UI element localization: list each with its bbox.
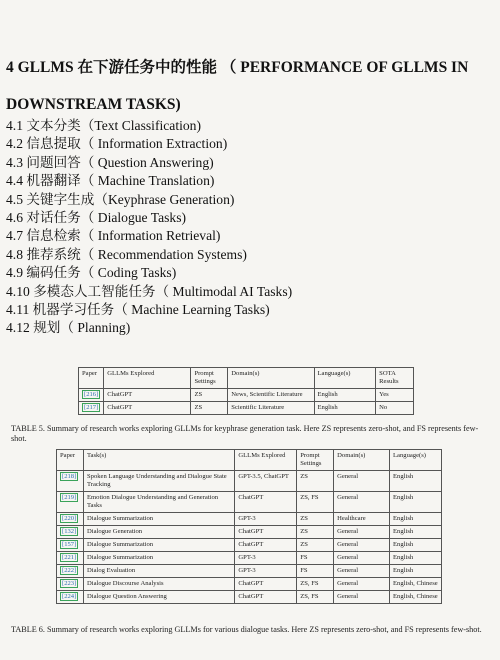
subsection-item: 4.12 规划（ Planning) bbox=[6, 320, 131, 336]
column-header: GLLMs Explored bbox=[235, 450, 297, 471]
subsection-item: 4.6 对话任务（ Dialogue Tasks) bbox=[6, 209, 187, 225]
table-cell: Spoken Language Understanding and Dialogue State Tracking bbox=[83, 471, 234, 492]
subsection-item: 4.7 信息检索（ Information Retrieval) bbox=[6, 228, 221, 244]
table-cell: English bbox=[390, 539, 442, 552]
table-cell bbox=[57, 565, 84, 578]
table-cell: ZS bbox=[297, 539, 334, 552]
table-cell: GPT-3 bbox=[235, 565, 297, 578]
section-heading-line-1: 4 GLLMS 在下游任务中的性能 （ PERFORMANCE OF GLLMS IN bbox=[6, 59, 469, 76]
table-cell: ZS, FS bbox=[297, 591, 334, 604]
table-5 bbox=[78, 367, 414, 415]
table-cell: English bbox=[390, 526, 442, 539]
table-cell: ZS bbox=[297, 513, 334, 526]
table-cell: ChatGPT bbox=[235, 578, 297, 591]
table-cell bbox=[57, 591, 84, 604]
column-header: Task(s) bbox=[83, 450, 234, 471]
table-cell: ChatGPT bbox=[235, 526, 297, 539]
table-cell: Dialogue Question Answering bbox=[83, 591, 234, 604]
citation-link[interactable]: [219] bbox=[62, 494, 77, 501]
table-cell bbox=[57, 526, 84, 539]
table-cell bbox=[57, 492, 84, 513]
table-cell: English bbox=[390, 471, 442, 492]
column-header: Domain(s) bbox=[228, 368, 314, 389]
citation-link[interactable]: [220] bbox=[62, 515, 77, 522]
table-cell: FS bbox=[297, 552, 334, 565]
table-6-caption: TABLE 6. Summary of research works exploring GLLMs for various dialogue tasks. Here ZS represents zero-shot, and FS represents few-shot. bbox=[11, 625, 482, 634]
section-heading-line-2: DOWNSTREAM TASKS) bbox=[6, 96, 181, 113]
column-header: Paper bbox=[79, 368, 104, 389]
column-header: Domain(s) bbox=[334, 450, 390, 471]
table-cell: Dialogue Summarization bbox=[83, 552, 234, 565]
table-cell: General bbox=[334, 539, 390, 552]
table-row bbox=[57, 565, 442, 578]
table-cell: Dialogue Generation bbox=[83, 526, 234, 539]
table-cell: General bbox=[334, 471, 390, 492]
table-cell bbox=[57, 552, 84, 565]
section-heading bbox=[6, 49, 498, 123]
table-cell: ZS, FS bbox=[297, 578, 334, 591]
subsection-list bbox=[6, 117, 292, 338]
column-header: Paper bbox=[57, 450, 84, 471]
table-cell: Dialogue Summarization bbox=[83, 513, 234, 526]
table-5-caption: TABLE 5. Summary of research works exploring GLLMs for keyphrase generation task. Here ZS represents zero-shot, and FS represents few-shot. bbox=[11, 424, 479, 443]
table-cell: General bbox=[334, 565, 390, 578]
table-cell: Yes bbox=[376, 389, 414, 402]
citation-link[interactable]: [157] bbox=[62, 541, 77, 548]
table-cell: General bbox=[334, 526, 390, 539]
table-6 bbox=[56, 449, 442, 604]
subsection-item: 4.9 编码任务（ Coding Tasks) bbox=[6, 265, 177, 281]
table-cell: English, Chinese bbox=[390, 578, 442, 591]
citation-link[interactable]: [224] bbox=[62, 593, 77, 600]
table-row bbox=[57, 552, 442, 565]
table-cell: General bbox=[334, 552, 390, 565]
table-cell bbox=[57, 539, 84, 552]
table-cell: No bbox=[376, 402, 414, 415]
table-cell: Healthcare bbox=[334, 513, 390, 526]
table-cell: ChatGPT bbox=[235, 591, 297, 604]
table-cell: General bbox=[334, 492, 390, 513]
column-header: Language(s) bbox=[314, 368, 376, 389]
column-header: Prompt Settings bbox=[191, 368, 228, 389]
table-cell: GPT-3.5, ChatGPT bbox=[235, 471, 297, 492]
citation-link[interactable]: [132] bbox=[62, 528, 77, 535]
table-row bbox=[57, 591, 442, 604]
citation-link[interactable]: [221] bbox=[62, 554, 77, 561]
citation-link[interactable]: [216] bbox=[84, 391, 99, 398]
citation-link[interactable]: [217] bbox=[84, 404, 99, 411]
table-cell bbox=[79, 402, 104, 415]
table-row bbox=[79, 402, 414, 415]
table-cell: English bbox=[390, 552, 442, 565]
subsection-item: 4.8 推荐系统（ Recommendation Systems) bbox=[6, 246, 247, 262]
table-cell: Dialog Evaluation bbox=[83, 565, 234, 578]
table-cell: GPT-3 bbox=[235, 552, 297, 565]
table-cell: ZS, FS bbox=[297, 492, 334, 513]
table-cell: General bbox=[334, 578, 390, 591]
subsection-item: 4.10 多模态人工智能任务（ Multimodal AI Tasks) bbox=[6, 283, 293, 299]
table-cell: English bbox=[390, 565, 442, 578]
table-cell: News, Scientific Literature bbox=[228, 389, 314, 402]
table-row bbox=[79, 389, 414, 402]
table-cell: English bbox=[390, 513, 442, 526]
table-cell bbox=[57, 513, 84, 526]
table-cell: English bbox=[390, 492, 442, 513]
table-cell: Emotion Dialogue Understanding and Generation Tasks bbox=[83, 492, 234, 513]
table-cell: GPT-3 bbox=[235, 513, 297, 526]
column-header: Language(s) bbox=[390, 450, 442, 471]
table-row bbox=[57, 471, 442, 492]
table-cell: English, Chinese bbox=[390, 591, 442, 604]
citation-link[interactable]: [223] bbox=[62, 580, 77, 587]
table-cell bbox=[57, 578, 84, 591]
subsection-item: 4.2 信息提取（ Information Extraction) bbox=[6, 136, 228, 152]
subsection-item: 4.11 机器学习任务（ Machine Learning Tasks) bbox=[6, 301, 270, 317]
table-cell: English bbox=[314, 389, 376, 402]
subsection-item: 4.5 关键字生成（Keyphrase Generation) bbox=[6, 191, 235, 207]
table-row bbox=[57, 578, 442, 591]
table-cell: ZS bbox=[297, 526, 334, 539]
table-row bbox=[57, 492, 442, 513]
table-cell: Scientific Literature bbox=[228, 402, 314, 415]
subsection-item: 4.4 机器翻译（ Machine Translation) bbox=[6, 173, 215, 189]
subsection-item: 4.3 问题回答（ Question Answering) bbox=[6, 154, 214, 170]
table-cell: FS bbox=[297, 565, 334, 578]
table-cell: General bbox=[334, 591, 390, 604]
table-cell bbox=[57, 471, 84, 492]
table-cell: Dialogue Summarization bbox=[83, 539, 234, 552]
table-cell: English bbox=[314, 402, 376, 415]
citation-link[interactable]: [218] bbox=[62, 473, 77, 480]
table-cell: ChatGPT bbox=[104, 389, 191, 402]
table-row bbox=[57, 539, 442, 552]
citation-link[interactable]: [222] bbox=[62, 567, 77, 574]
table-cell: ChatGPT bbox=[104, 402, 191, 415]
table-cell: ZS bbox=[191, 389, 228, 402]
subsection-item: 4.1 文本分类（Text Classification) bbox=[6, 118, 201, 133]
column-header: SOTA Results bbox=[376, 368, 414, 389]
table-cell: Dialogue Discourse Analysis bbox=[83, 578, 234, 591]
table-cell: ChatGPT bbox=[235, 492, 297, 513]
table-header-row bbox=[79, 368, 414, 389]
table-row bbox=[57, 526, 442, 539]
column-header: Prompt Settings bbox=[297, 450, 334, 471]
table-cell bbox=[79, 389, 104, 402]
column-header: GLLMs Explored bbox=[104, 368, 191, 389]
table-cell: ZS bbox=[191, 402, 228, 415]
table-row bbox=[57, 513, 442, 526]
table-cell: ChatGPT bbox=[235, 539, 297, 552]
table-header-row bbox=[57, 450, 442, 471]
table-cell: ZS bbox=[297, 471, 334, 492]
